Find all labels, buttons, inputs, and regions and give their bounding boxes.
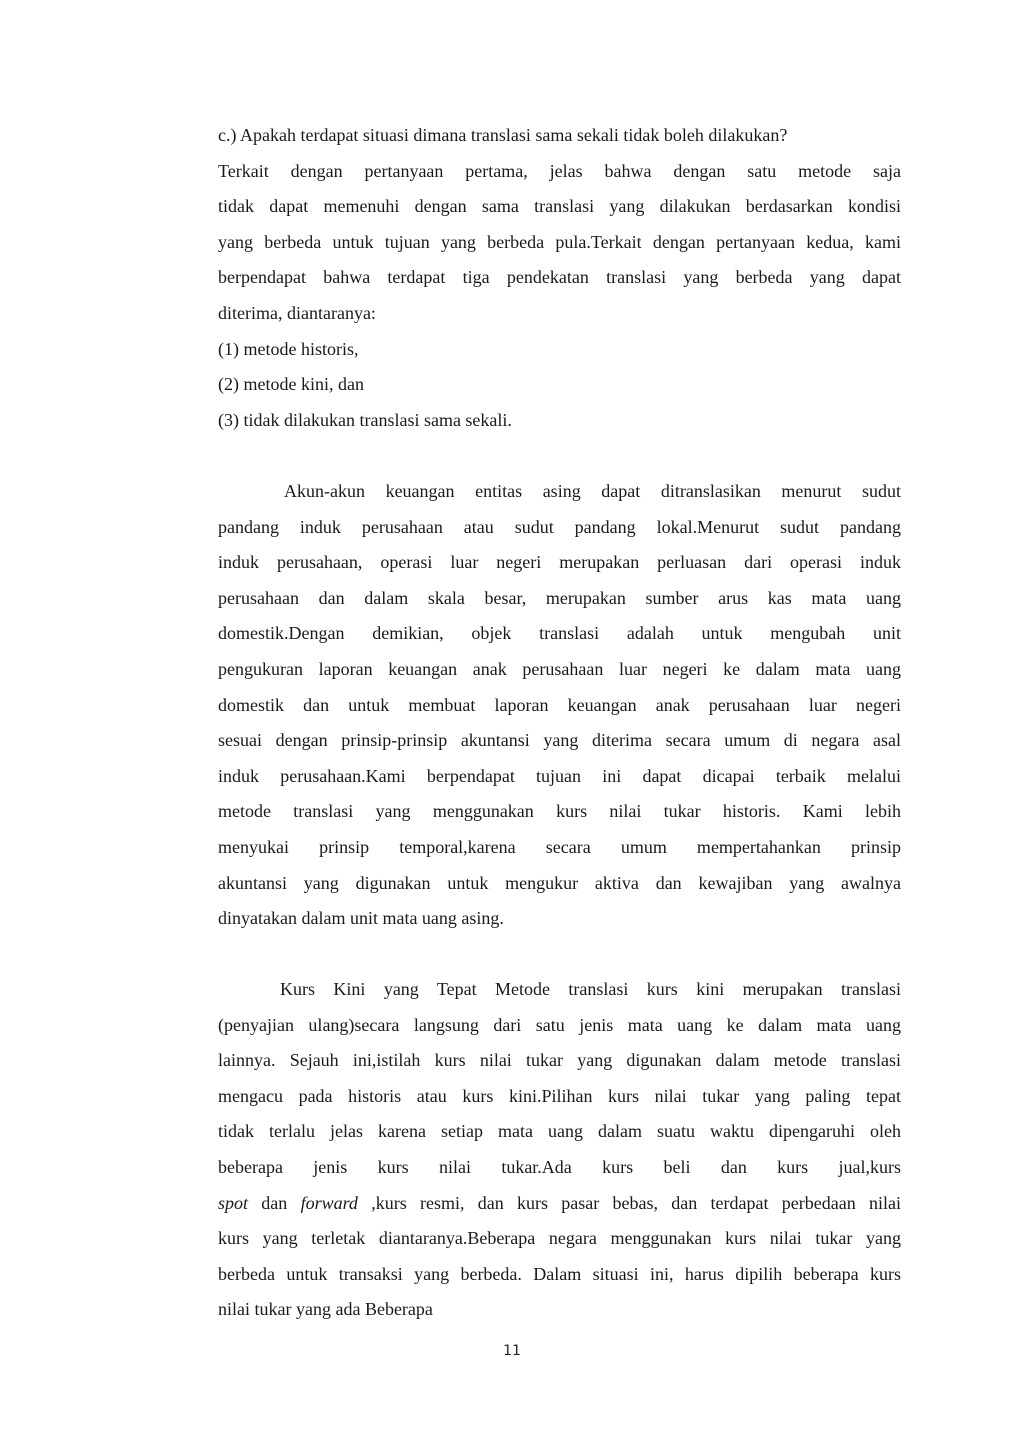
paragraph-line: pandang induk perusahaan atau sudut pandang lokal.Menurut sudut pandang [218,516,901,537]
paragraph-line: tidak terlalu jelas karena setiap mata uang dalam suatu waktu dipengaruhi oleh [218,1121,901,1142]
paragraph-line: lainnya. Sejauh ini,istilah kurs nilai tukar yang digunakan dalam metode translasi [218,1050,901,1071]
list-item: (2) metode kini, dan [218,374,364,395]
paragraph-line: akuntansi yang digunakan untuk mengukur aktiva dan kewajiban yang awalnya [218,872,901,893]
paragraph-line: beberapa jenis kurs nilai tukar.Ada kurs beli dan kurs jual,kurs [218,1156,901,1177]
paragraph-line: domestik dan untuk membuat laporan keuangan anak perusahaan luar negeri [218,694,901,715]
paragraph-line: berpendapat bahwa terdapat tiga pendekatan translasi yang berbeda yang dapat [218,267,901,288]
paragraph-line: sesuai dengan prinsip-prinsip akuntansi yang diterima secara umum di negara asal [218,730,901,751]
paragraph-line: (penyajian ulang)secara langsung dari satu jenis mata uang ke dalam mata uang [218,1014,901,1035]
paragraph-line: yang berbeda untuk tujuan yang berbeda pula.Terkait dengan pertanyaan kedua, kami [218,231,901,252]
page-number: 11 [503,1343,521,1359]
paragraph-first-line: Kurs Kini yang Tepat Metode translasi kurs kini merupakan translasi [280,979,901,999]
italic-term-forward: forward [300,1192,358,1213]
word-dan: dan [261,1192,288,1213]
list-item: (1) metode historis, [218,338,359,359]
section-c [218,118,901,438]
paragraph-line: induk perusahaan, operasi luar negeri merupakan perluasan dari operasi induk [218,552,901,573]
paragraph-line: tidak dapat memenuhi dengan sama translasi yang dilakukan berdasarkan kondisi [218,196,901,217]
paragraph-first-line: Akun-akun keuangan entitas asing dapat ditranslasikan menurut sudut [284,481,901,501]
paragraph-line: domestik.Dengan demikian, objek translasi adalah untuk mengubah unit [218,623,901,644]
paragraph-line-italic [218,1186,901,1222]
paragraph-line: menyukai prinsip temporal,karena secara umum mempertahankan prinsip [218,836,901,857]
paragraph-kurs-kini [218,972,901,1328]
italic-term-spot: spot [218,1192,249,1213]
paragraph-line: nilai tukar yang ada Beberapa [218,1299,433,1320]
paragraph-line: metode translasi yang menggunakan kurs nilai tukar historis. Kami lebih [218,801,901,822]
paragraph-line: Terkait dengan pertanyaan pertama, jelas bahwa dengan satu metode saja [218,160,901,181]
paragraph-line: dinyatakan dalam unit mata uang asing. [218,908,504,929]
paragraph-line: diterima, diantaranya: [218,302,376,323]
italic-line-rest: ,kurs resmi, dan kurs pasar bebas, dan terdapat perbedaan nilai [371,1192,901,1213]
paragraph-akun-akun [218,474,901,937]
paragraph-line: induk perusahaan.Kami berpendapat tujuan ini dapat dicapai terbaik melalui [218,765,901,786]
paragraph-line: kurs yang terletak diantaranya.Beberapa negara menggunakan kurs nilai tukar yang [218,1228,901,1249]
list-item: (3) tidak dilakukan translasi sama sekali. [218,409,512,430]
paragraph-line: perusahaan dan dalam skala besar, merupakan sumber arus kas mata uang [218,587,901,608]
question-c: c.) Apakah terdapat situasi dimana translasi sama sekali tidak boleh dilakukan? [218,125,788,145]
paragraph-line: berbeda untuk transaksi yang berbeda. Dalam situasi ini, harus dipilih beberapa kurs [218,1263,901,1284]
paragraph-line: mengacu pada historis atau kurs kini.Pilihan kurs nilai tukar yang paling tepat [218,1085,901,1106]
paragraph-line: pengukuran laporan keuangan anak perusahaan luar negeri ke dalam mata uang [218,658,901,679]
